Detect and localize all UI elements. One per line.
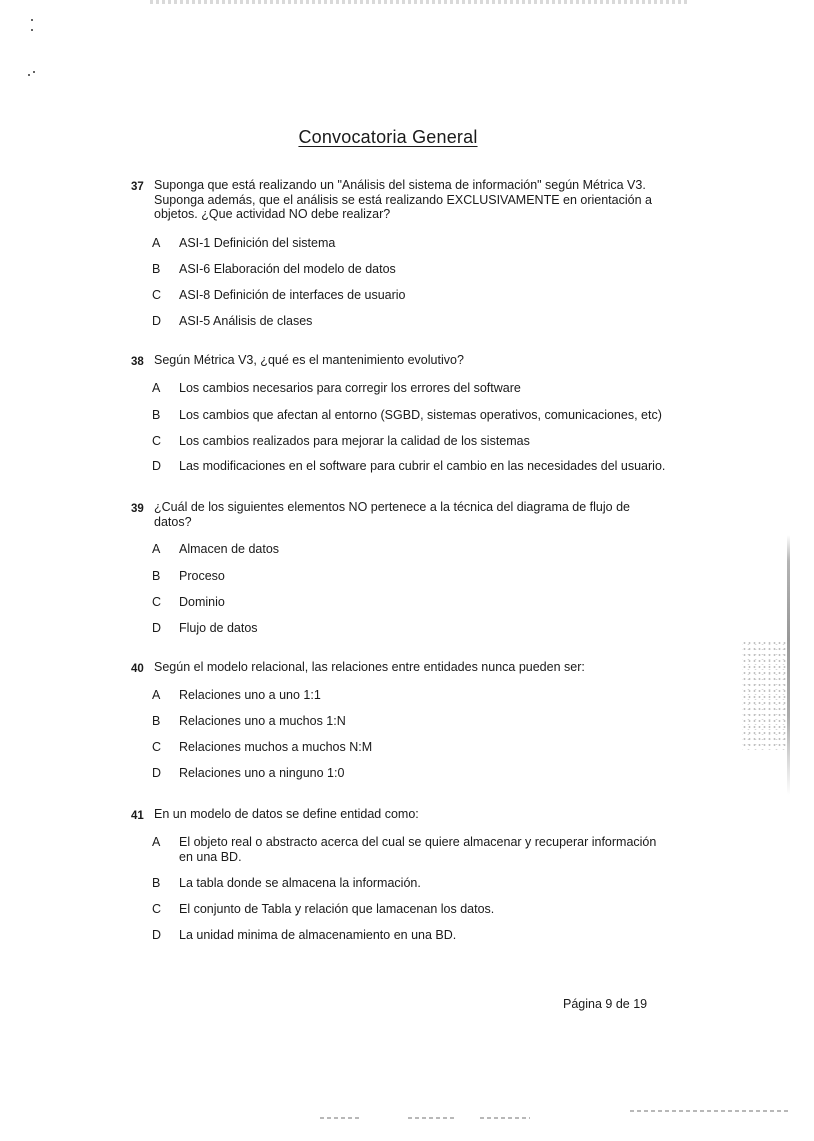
scan-artifact-dot xyxy=(33,71,35,73)
option-letter: A xyxy=(152,542,161,556)
option-letter: D xyxy=(152,766,162,780)
option-letter: A xyxy=(152,236,161,250)
option-text: Las modificaciones en el software para cubrir el cambio en las necesidades del usuario. xyxy=(179,459,666,473)
question-text: ¿Cuál de los siguientes elementos NO pertenece a la técnica del diagrama de flujo de datos? xyxy=(154,500,630,529)
option-row xyxy=(131,262,691,277)
option-text: Los cambios realizados para mejorar la calidad de los sistemas xyxy=(179,434,530,448)
option-row xyxy=(131,434,691,449)
question-header xyxy=(131,660,691,676)
option-row xyxy=(131,835,691,864)
option-letter: D xyxy=(152,928,162,942)
option-text: Los cambios que afectan al entorno (SGBD, sistemas operativos, comunicaciones, etc) xyxy=(179,408,662,422)
question-number: 38 xyxy=(131,356,144,368)
question-header xyxy=(131,807,691,823)
option-text: Relaciones muchos a muchos N:M xyxy=(179,740,373,754)
option-row xyxy=(131,902,691,917)
option-text: ASI-8 Definición de interfaces de usuario xyxy=(179,288,406,302)
scan-artifact-bottom xyxy=(320,1117,360,1119)
option-text: Proceso xyxy=(179,569,225,583)
option-letter: B xyxy=(152,714,161,728)
option-letter: B xyxy=(152,262,161,276)
option-row xyxy=(131,714,691,729)
option-row xyxy=(131,459,691,474)
option-text: Relaciones uno a ninguno 1:0 xyxy=(179,766,345,780)
scan-artifact-dot xyxy=(28,74,30,76)
option-letter: C xyxy=(152,740,162,754)
option-letter: B xyxy=(152,569,161,583)
question-37 xyxy=(131,178,691,222)
option-row xyxy=(131,595,691,610)
option-row xyxy=(131,569,691,584)
option-row xyxy=(131,621,691,636)
option-text: Flujo de datos xyxy=(179,621,258,635)
option-row xyxy=(131,288,691,303)
option-letter: C xyxy=(152,288,162,302)
option-row xyxy=(131,408,691,423)
page-title: Convocatoria General xyxy=(298,127,478,147)
question-number: 39 xyxy=(131,503,144,515)
scan-artifact-dot xyxy=(31,29,33,31)
scan-artifact-bottom xyxy=(480,1117,530,1119)
option-text: Los cambios necesarios para corregir los errores del software xyxy=(179,381,521,395)
option-text: Relaciones uno a uno 1:1 xyxy=(179,688,321,702)
option-letter: C xyxy=(152,595,162,609)
option-text: ASI-1 Definición del sistema xyxy=(179,236,336,250)
option-letter: C xyxy=(152,902,162,916)
option-row xyxy=(131,766,691,781)
question-text: Según el modelo relacional, las relaciones entre entidades nunca pueden ser: xyxy=(154,660,585,674)
option-letter: D xyxy=(152,459,162,473)
scan-artifact-dot xyxy=(31,19,33,21)
question-41 xyxy=(131,807,691,823)
question-number: 40 xyxy=(131,663,144,675)
option-text: ASI-6 Elaboración del modelo de datos xyxy=(179,262,396,276)
option-row xyxy=(131,236,691,251)
question-text: Según Métrica V3, ¿qué es el mantenimiento evolutivo? xyxy=(154,353,464,367)
question-text: Suponga que está realizando un "Análisis del sistema de información" según Métrica V3. Suponga además, que el análisis se está realizando EXCLUSIVAMENTE en orientación a objetos. ¿Que actividad NO debe realizar? xyxy=(154,178,652,221)
page-number: Página 9 de 19 xyxy=(563,997,648,1011)
option-letter: B xyxy=(152,408,161,422)
option-text: El objeto real o abstracto acerca del cual se quiere almacenar y recuperar información en una BD. xyxy=(179,835,657,864)
option-row xyxy=(131,876,691,891)
question-38 xyxy=(131,353,691,369)
option-text: Dominio xyxy=(179,595,225,609)
option-row xyxy=(131,381,691,396)
option-letter: B xyxy=(152,876,161,890)
question-number: 37 xyxy=(131,181,144,193)
scan-artifact-bottom xyxy=(630,1110,790,1112)
question-text: En un modelo de datos se define entidad como: xyxy=(154,807,419,821)
option-text: La unidad minima de almacenamiento en una BD. xyxy=(179,928,457,942)
question-number: 41 xyxy=(131,810,144,822)
option-letter: A xyxy=(152,835,161,849)
option-row xyxy=(131,928,691,943)
option-letter: D xyxy=(152,314,162,328)
option-letter: D xyxy=(152,621,162,635)
option-text: Relaciones uno a muchos 1:N xyxy=(179,714,346,728)
question-header xyxy=(131,178,691,222)
option-row xyxy=(131,542,691,557)
question-header xyxy=(131,500,691,529)
option-text: El conjunto de Tabla y relación que lamacenan los datos. xyxy=(179,902,495,916)
option-row xyxy=(131,314,691,329)
question-header xyxy=(131,353,691,369)
option-row xyxy=(131,740,691,755)
scan-artifact-bottom xyxy=(408,1117,456,1119)
option-text: La tabla donde se almacena la información. xyxy=(179,876,421,890)
option-row xyxy=(131,688,691,703)
option-letter: A xyxy=(152,688,161,702)
scan-artifact-top xyxy=(150,0,690,4)
question-40 xyxy=(131,660,691,676)
question-39 xyxy=(131,500,691,529)
scan-artifact-speckle xyxy=(742,640,788,750)
option-text: Almacen de datos xyxy=(179,542,280,556)
option-letter: C xyxy=(152,434,162,448)
option-text: ASI-5 Análisis de clases xyxy=(179,314,313,328)
option-letter: A xyxy=(152,381,161,395)
